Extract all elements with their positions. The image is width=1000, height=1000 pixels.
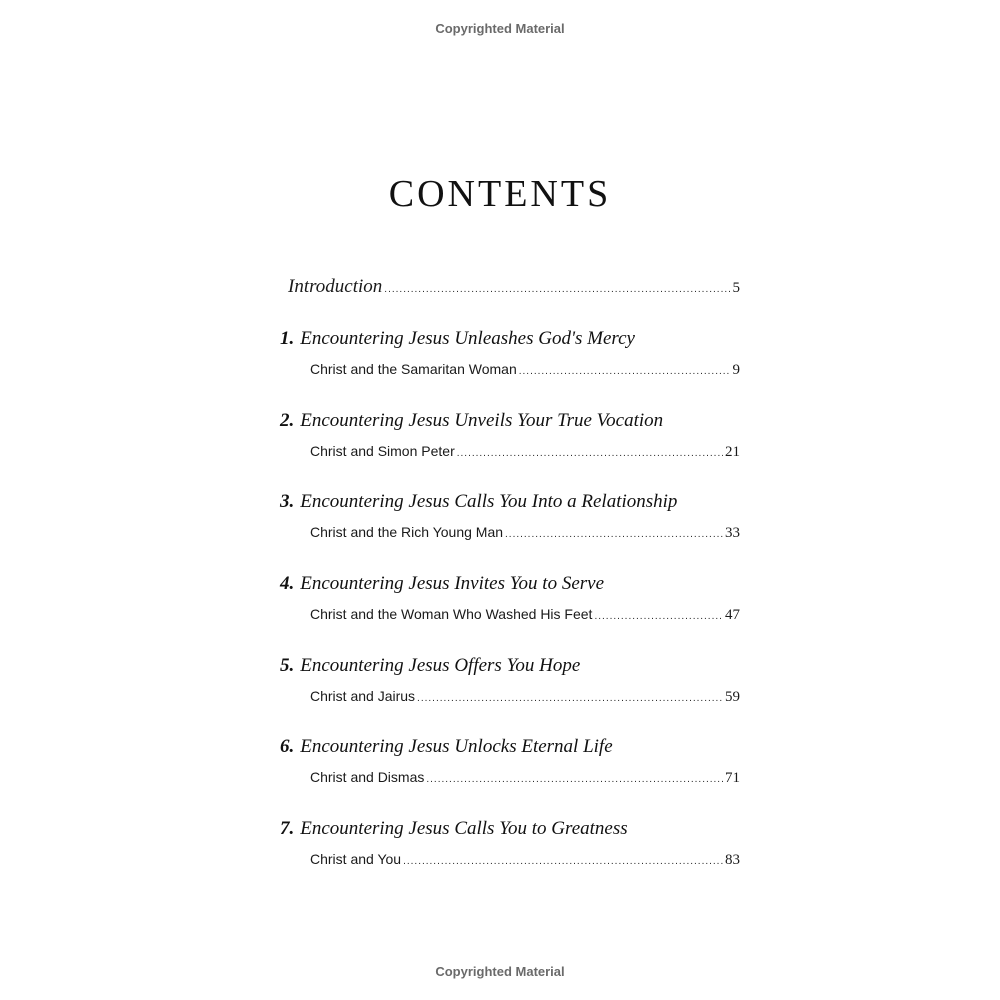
chapter-number: 1. xyxy=(280,328,295,349)
dot-leader xyxy=(417,693,723,704)
toc-entry-chapter-2[interactable] xyxy=(310,443,740,461)
toc-page-number: 21 xyxy=(725,444,740,460)
toc-entry-chapter-1[interactable] xyxy=(310,361,740,379)
page-title: CONTENTS xyxy=(388,173,612,215)
toc-entry-chapter-6[interactable] xyxy=(310,769,740,787)
dot-leader xyxy=(457,448,723,459)
toc-page-number: 33 xyxy=(725,525,740,541)
chapter-title: Encountering Jesus Unleashes God's Mercy xyxy=(300,328,635,349)
chapter-subtitle: Christ and You xyxy=(310,851,402,867)
chapter-title: Encountering Jesus Unlocks Eternal Life xyxy=(300,736,613,757)
chapter-title: Encountering Jesus Calls You Into a Relationship xyxy=(300,491,678,512)
chapter-subtitle: Christ and Dismas xyxy=(310,769,425,785)
chapter-number: 5. xyxy=(280,655,295,676)
dot-leader xyxy=(594,611,723,622)
chapter-2-heading[interactable] xyxy=(280,410,663,432)
dot-leader xyxy=(426,774,723,785)
chapter-7-heading[interactable] xyxy=(280,818,628,840)
toc-entry-chapter-3[interactable] xyxy=(310,524,740,542)
chapter-title: Encountering Jesus Invites You to Serve xyxy=(300,573,605,594)
chapter-4-heading[interactable] xyxy=(280,573,604,595)
dot-leader xyxy=(519,366,731,377)
copyright-banner-top: Copyrighted Material xyxy=(435,21,565,36)
copyright-banner-bottom: Copyrighted Material xyxy=(435,964,565,979)
chapter-3-heading[interactable] xyxy=(280,491,677,513)
chapter-subtitle: Christ and Simon Peter xyxy=(310,443,455,459)
toc-entry-chapter-5[interactable] xyxy=(310,688,740,706)
dot-leader xyxy=(403,856,723,867)
toc-page-number: 83 xyxy=(725,852,740,868)
chapter-title: Encountering Jesus Offers You Hope xyxy=(300,655,581,676)
dot-leader xyxy=(505,529,723,540)
chapter-6-heading[interactable] xyxy=(280,736,613,758)
chapter-1-heading[interactable] xyxy=(280,328,635,350)
dot-leader xyxy=(384,284,730,295)
toc-page-number: 5 xyxy=(732,280,740,296)
chapter-5-heading[interactable] xyxy=(280,655,580,677)
chapter-title: Encountering Jesus Unveils Your True Vocation xyxy=(300,410,664,431)
toc-entry-introduction[interactable] xyxy=(288,276,740,298)
toc-page-number: 59 xyxy=(725,689,740,705)
chapter-subtitle: Christ and Jairus xyxy=(310,688,416,704)
chapter-title: Encountering Jesus Calls You to Greatness xyxy=(300,818,628,839)
chapter-number: 3. xyxy=(280,491,295,512)
chapter-subtitle: Christ and the Woman Who Washed His Feet xyxy=(310,606,593,622)
toc-entry-chapter-7[interactable] xyxy=(310,851,740,869)
toc-page-number: 71 xyxy=(725,770,740,786)
chapter-number: 4. xyxy=(280,573,295,594)
chapter-number: 7. xyxy=(280,818,295,839)
chapter-number: 2. xyxy=(280,410,295,431)
chapter-number: 6. xyxy=(280,736,295,757)
toc-page-number: 9 xyxy=(732,362,740,378)
toc-entry-label: Introduction xyxy=(288,276,383,297)
chapter-subtitle: Christ and the Rich Young Man xyxy=(310,524,504,540)
toc-page-number: 47 xyxy=(725,607,740,623)
toc-entry-chapter-4[interactable] xyxy=(310,606,740,624)
chapter-subtitle: Christ and the Samaritan Woman xyxy=(310,361,517,377)
